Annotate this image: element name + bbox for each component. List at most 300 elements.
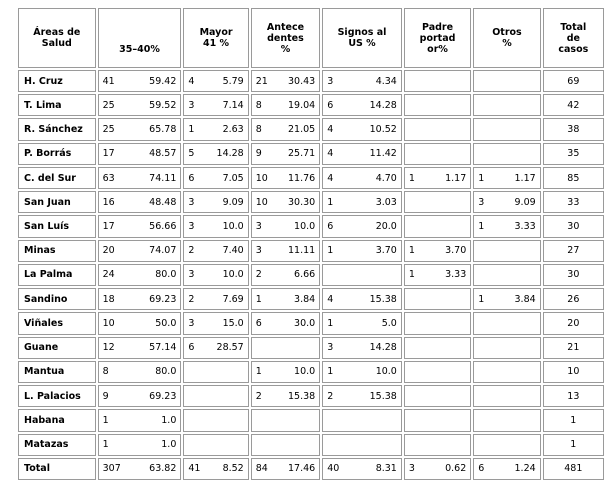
value-cell xyxy=(183,458,248,480)
percent-value: 30.0 xyxy=(294,317,316,329)
percent-value: 3.70 xyxy=(375,245,397,257)
percent-value: 1.24 xyxy=(514,463,536,475)
value-cell xyxy=(183,215,248,237)
percent-value: 15.38 xyxy=(287,390,316,402)
percent-value: 59.42 xyxy=(149,75,177,87)
table-row xyxy=(18,191,604,213)
total-cases-cell: 481 xyxy=(543,458,604,480)
percent-value: 10.0 xyxy=(294,366,316,378)
value-cell xyxy=(473,143,540,165)
percent-value: 3.03 xyxy=(375,196,397,208)
percent-value: 7.40 xyxy=(222,245,244,257)
total-cases-cell: 69 xyxy=(543,70,604,92)
count-value: 4 xyxy=(188,75,195,87)
value-cell xyxy=(251,434,320,456)
percent-value: 74.07 xyxy=(149,245,177,257)
count-value: 307 xyxy=(102,463,121,475)
column-header-line: dentes xyxy=(267,32,304,44)
value-cell xyxy=(183,409,248,431)
count-value: 25 xyxy=(102,124,115,136)
percent-value: 1.0 xyxy=(161,439,177,451)
value-cell xyxy=(473,288,540,310)
percent-value: 50.0 xyxy=(155,317,177,329)
value-cell xyxy=(404,288,471,310)
value-cell xyxy=(322,288,402,310)
table-row xyxy=(18,385,604,407)
value-cell xyxy=(322,337,402,359)
value-cell xyxy=(98,312,182,334)
count-value: 8 xyxy=(102,366,109,378)
value-cell xyxy=(183,337,248,359)
percent-value: 6.66 xyxy=(294,269,316,281)
percent-value: 30.43 xyxy=(287,75,316,87)
value-cell xyxy=(473,240,540,262)
count-value: 6 xyxy=(188,342,195,354)
value-cell xyxy=(473,215,540,237)
count-value: 1 xyxy=(188,124,195,136)
percent-value: 25.71 xyxy=(287,148,316,160)
value-cell xyxy=(473,264,540,286)
value-cell xyxy=(322,94,402,116)
count-value: 6 xyxy=(327,221,334,233)
percent-value: 0.62 xyxy=(445,463,467,475)
percent-value: 74.11 xyxy=(149,172,177,184)
value-cell xyxy=(98,264,182,286)
percent-value: 1.17 xyxy=(514,172,536,184)
percent-value: 8.31 xyxy=(375,463,397,475)
count-value: 4 xyxy=(327,172,334,184)
value-cell xyxy=(98,215,182,237)
count-value: 8 xyxy=(255,99,262,111)
value-cell xyxy=(322,312,402,334)
header-row xyxy=(18,8,604,68)
count-value: 20 xyxy=(102,245,115,257)
count-value: 3 xyxy=(188,99,195,111)
value-cell xyxy=(473,70,540,92)
count-value: 1 xyxy=(478,172,485,184)
value-cell xyxy=(98,361,182,383)
column-header xyxy=(543,8,604,68)
total-cases-cell: 27 xyxy=(543,240,604,262)
column-header-line: Padre xyxy=(422,21,454,33)
table-row xyxy=(18,215,604,237)
value-cell xyxy=(251,191,320,213)
count-value: 63 xyxy=(102,172,115,184)
count-value: 3 xyxy=(255,221,262,233)
count-value: 1 xyxy=(408,245,415,257)
count-value: 3 xyxy=(188,317,195,329)
area-name-cell: San Juan xyxy=(18,191,96,213)
value-cell xyxy=(322,118,402,140)
value-cell xyxy=(404,167,471,189)
column-header-line: Otros xyxy=(492,27,522,38)
value-cell xyxy=(251,337,320,359)
count-value: 3 xyxy=(188,196,195,208)
count-value: 1 xyxy=(255,366,262,378)
count-value: 3 xyxy=(408,463,415,475)
value-cell xyxy=(183,240,248,262)
column-header-line: or% xyxy=(427,43,448,55)
value-cell xyxy=(251,70,320,92)
column-header xyxy=(322,8,402,68)
value-cell xyxy=(322,70,402,92)
count-value: 9 xyxy=(255,148,262,160)
area-name-cell: C. del Sur xyxy=(18,167,96,189)
value-cell xyxy=(322,240,402,262)
percent-value: 80.0 xyxy=(155,366,177,378)
percent-value: 10.52 xyxy=(369,124,397,136)
count-value: 1 xyxy=(408,269,415,281)
percent-value: 56.66 xyxy=(149,221,177,233)
value-cell xyxy=(98,409,182,431)
percent-value: 10.0 xyxy=(222,269,244,281)
percent-value: 19.04 xyxy=(287,99,316,111)
percent-value: 4.34 xyxy=(375,75,397,87)
value-cell xyxy=(404,215,471,237)
area-name-cell: Minas xyxy=(18,240,96,262)
column-header xyxy=(98,8,182,68)
value-cell xyxy=(251,143,320,165)
count-value: 12 xyxy=(102,342,115,354)
count-value: 4 xyxy=(327,148,334,160)
percent-value: 48.48 xyxy=(149,196,177,208)
percent-value: 59.52 xyxy=(149,99,177,111)
percent-value: 14.28 xyxy=(369,342,397,354)
column-header-line: de xyxy=(566,32,580,44)
total-cases-cell: 42 xyxy=(543,94,604,116)
value-cell xyxy=(183,385,248,407)
column-header xyxy=(473,8,540,68)
value-cell xyxy=(183,434,248,456)
value-cell xyxy=(98,143,182,165)
total-cases-cell: 26 xyxy=(543,288,604,310)
percent-value: 8.52 xyxy=(222,463,244,475)
count-value: 1 xyxy=(255,293,262,305)
value-cell xyxy=(473,118,540,140)
count-value: 8 xyxy=(255,124,262,136)
table-row xyxy=(18,434,604,456)
count-value: 1 xyxy=(327,196,334,208)
count-value: 4 xyxy=(327,293,334,305)
count-value: 1 xyxy=(478,293,485,305)
value-cell xyxy=(183,264,248,286)
value-cell xyxy=(322,167,402,189)
percent-value: 14.28 xyxy=(216,148,244,160)
value-cell xyxy=(404,337,471,359)
count-value: 24 xyxy=(102,269,115,281)
count-value: 1 xyxy=(478,221,485,233)
column-header-line: portad xyxy=(419,32,456,44)
count-value: 4 xyxy=(327,124,334,136)
count-value: 6 xyxy=(478,463,485,475)
area-name-cell: Sandino xyxy=(18,288,96,310)
value-cell xyxy=(473,458,540,480)
column-header-line: casos xyxy=(558,43,589,55)
value-cell xyxy=(473,409,540,431)
value-cell xyxy=(404,409,471,431)
count-value: 2 xyxy=(327,390,334,402)
total-cases-cell: 38 xyxy=(543,118,604,140)
column-header-line: US % xyxy=(348,38,376,49)
count-value: 9 xyxy=(102,390,109,402)
value-cell xyxy=(251,215,320,237)
column-header-line: 41 % xyxy=(203,38,230,49)
count-value: 5 xyxy=(188,148,195,160)
percent-value: 7.14 xyxy=(222,99,244,111)
count-value: 10 xyxy=(102,317,115,329)
value-cell xyxy=(251,288,320,310)
total-cases-cell: 1 xyxy=(543,434,604,456)
percent-value: 5.0 xyxy=(381,317,397,329)
value-cell xyxy=(251,240,320,262)
column-header-line: Antece xyxy=(266,21,305,33)
percent-value: 3.33 xyxy=(514,221,536,233)
value-cell xyxy=(251,409,320,431)
percent-value: 1.0 xyxy=(161,414,177,426)
area-name-cell: H. Cruz xyxy=(18,70,96,92)
value-cell xyxy=(183,312,248,334)
count-value: 1 xyxy=(327,245,334,257)
total-cases-cell: 30 xyxy=(543,264,604,286)
count-value: 6 xyxy=(188,172,195,184)
total-cases-cell: 35 xyxy=(543,143,604,165)
table-row xyxy=(18,361,604,383)
percent-value: 15.0 xyxy=(222,317,244,329)
value-cell xyxy=(183,167,248,189)
column-header-line: Mayor xyxy=(199,27,233,38)
value-cell xyxy=(404,118,471,140)
area-name-cell: Matazas xyxy=(18,434,96,456)
percent-value: 10.0 xyxy=(375,366,397,378)
area-name-cell: T. Lima xyxy=(18,94,96,116)
value-cell xyxy=(322,434,402,456)
column-header xyxy=(404,8,471,68)
column-header-line xyxy=(101,22,179,33)
column-header-line: Áreas de xyxy=(33,27,81,38)
value-cell xyxy=(322,215,402,237)
percent-value: 3.84 xyxy=(514,293,536,305)
health-areas-table xyxy=(16,6,606,482)
percent-value: 1.17 xyxy=(445,172,467,184)
count-value: 3 xyxy=(188,221,195,233)
value-cell xyxy=(183,70,248,92)
percent-value: 7.05 xyxy=(222,172,244,184)
value-cell xyxy=(183,288,248,310)
value-cell xyxy=(98,240,182,262)
percent-value: 28.57 xyxy=(216,342,244,354)
table-row xyxy=(18,143,604,165)
percent-value: 30.30 xyxy=(287,196,316,208)
percent-value: 10.0 xyxy=(222,221,244,233)
value-cell xyxy=(251,385,320,407)
table-row xyxy=(18,167,604,189)
value-cell xyxy=(473,361,540,383)
value-cell xyxy=(473,167,540,189)
count-value: 1 xyxy=(408,172,415,184)
value-cell xyxy=(473,312,540,334)
total-cases-cell: 1 xyxy=(543,409,604,431)
value-cell xyxy=(98,118,182,140)
count-value: 2 xyxy=(255,390,262,402)
value-cell xyxy=(473,191,540,213)
percent-value: 48.57 xyxy=(149,148,177,160)
count-value: 2 xyxy=(255,269,262,281)
percent-value: 9.09 xyxy=(222,196,244,208)
table-row xyxy=(18,264,604,286)
percent-value: 21.05 xyxy=(287,124,316,136)
percent-value: 17.46 xyxy=(287,463,316,475)
count-value: 3 xyxy=(478,196,485,208)
table-row xyxy=(18,118,604,140)
value-cell xyxy=(404,191,471,213)
percent-value: 57.14 xyxy=(149,342,177,354)
value-cell xyxy=(473,434,540,456)
count-value: 17 xyxy=(102,148,115,160)
value-cell xyxy=(404,143,471,165)
value-cell xyxy=(98,94,182,116)
count-value: 3 xyxy=(327,342,334,354)
count-value: 41 xyxy=(102,75,115,87)
value-cell xyxy=(322,361,402,383)
value-cell xyxy=(404,385,471,407)
table-row xyxy=(18,70,604,92)
percent-value: 20.0 xyxy=(375,221,397,233)
count-value: 25 xyxy=(102,99,115,111)
count-value: 1 xyxy=(327,317,334,329)
value-cell xyxy=(473,94,540,116)
table-row xyxy=(18,337,604,359)
value-cell xyxy=(98,337,182,359)
count-value: 17 xyxy=(102,221,115,233)
value-cell xyxy=(183,94,248,116)
count-value: 6 xyxy=(327,99,334,111)
value-cell xyxy=(251,458,320,480)
percent-value: 3.84 xyxy=(294,293,316,305)
percent-value: 15.38 xyxy=(369,293,397,305)
percent-value: 4.70 xyxy=(375,172,397,184)
value-cell xyxy=(251,94,320,116)
count-value: 16 xyxy=(102,196,115,208)
area-name-cell: Viñales xyxy=(18,312,96,334)
percent-value: 10.0 xyxy=(294,221,316,233)
column-header xyxy=(251,8,320,68)
column-header-line: Signos al xyxy=(337,27,387,38)
value-cell xyxy=(183,191,248,213)
percent-value: 69.23 xyxy=(149,293,177,305)
value-cell xyxy=(183,143,248,165)
area-name-cell: Guane xyxy=(18,337,96,359)
count-value: 2 xyxy=(188,245,195,257)
column-header-line: Total xyxy=(560,21,587,33)
area-name-cell: P. Borrás xyxy=(18,143,96,165)
value-cell xyxy=(98,458,182,480)
count-value: 18 xyxy=(102,293,115,305)
area-name-cell: Total xyxy=(18,458,96,480)
value-cell xyxy=(98,70,182,92)
percent-value: 11.11 xyxy=(287,245,316,257)
percent-value: 11.42 xyxy=(369,148,397,160)
column-header-line: % xyxy=(280,43,291,55)
count-value: 41 xyxy=(188,463,201,475)
count-value: 6 xyxy=(255,317,262,329)
value-cell xyxy=(251,167,320,189)
value-cell xyxy=(322,143,402,165)
table-row xyxy=(18,240,604,262)
value-cell xyxy=(322,385,402,407)
value-cell xyxy=(473,385,540,407)
column-header-line: 35–40% xyxy=(119,43,160,55)
value-cell xyxy=(251,264,320,286)
count-value: 3 xyxy=(188,269,195,281)
area-name-cell: R. Sánchez xyxy=(18,118,96,140)
count-value: 3 xyxy=(255,245,262,257)
value-cell xyxy=(98,191,182,213)
data-table-frame xyxy=(16,6,606,482)
table-row xyxy=(18,288,604,310)
percent-value: 7.69 xyxy=(222,293,244,305)
area-name-cell: San Luís xyxy=(18,215,96,237)
value-cell xyxy=(251,118,320,140)
percent-value: 14.28 xyxy=(369,99,397,111)
table-row xyxy=(18,409,604,431)
count-value: 1 xyxy=(102,439,109,451)
value-cell xyxy=(322,409,402,431)
value-cell xyxy=(473,337,540,359)
percent-value: 69.23 xyxy=(149,390,177,402)
percent-value: 15.38 xyxy=(369,390,397,402)
percent-value: 3.70 xyxy=(445,245,467,257)
count-value: 10 xyxy=(255,172,268,184)
percent-value: 80.0 xyxy=(155,269,177,281)
column-header-line xyxy=(101,33,179,44)
percent-value: 2.63 xyxy=(222,124,244,136)
percent-value: 65.78 xyxy=(149,124,177,136)
value-cell xyxy=(322,264,402,286)
value-cell xyxy=(183,118,248,140)
total-cases-cell: 85 xyxy=(543,167,604,189)
total-cases-cell: 13 xyxy=(543,385,604,407)
table-row xyxy=(18,458,604,480)
table-body xyxy=(18,70,604,480)
count-value: 40 xyxy=(327,463,340,475)
value-cell xyxy=(404,361,471,383)
column-header-line: Salud xyxy=(41,38,72,49)
count-value: 10 xyxy=(255,196,268,208)
percent-value: 11.76 xyxy=(287,172,316,184)
column-header-line: % xyxy=(502,38,512,49)
area-name-cell: La Palma xyxy=(18,264,96,286)
table-row xyxy=(18,94,604,116)
value-cell xyxy=(322,458,402,480)
area-name-cell: Habana xyxy=(18,409,96,431)
percent-value: 3.33 xyxy=(445,269,467,281)
column-header xyxy=(18,8,96,68)
value-cell xyxy=(251,361,320,383)
value-cell xyxy=(183,361,248,383)
count-value: 1 xyxy=(327,366,334,378)
total-cases-cell: 30 xyxy=(543,215,604,237)
percent-value: 9.09 xyxy=(514,196,536,208)
count-value: 2 xyxy=(188,293,195,305)
value-cell xyxy=(404,94,471,116)
value-cell xyxy=(98,434,182,456)
value-cell xyxy=(98,288,182,310)
value-cell xyxy=(404,240,471,262)
area-name-cell: Mantua xyxy=(18,361,96,383)
value-cell xyxy=(98,385,182,407)
count-value: 21 xyxy=(255,75,268,87)
value-cell xyxy=(404,458,471,480)
